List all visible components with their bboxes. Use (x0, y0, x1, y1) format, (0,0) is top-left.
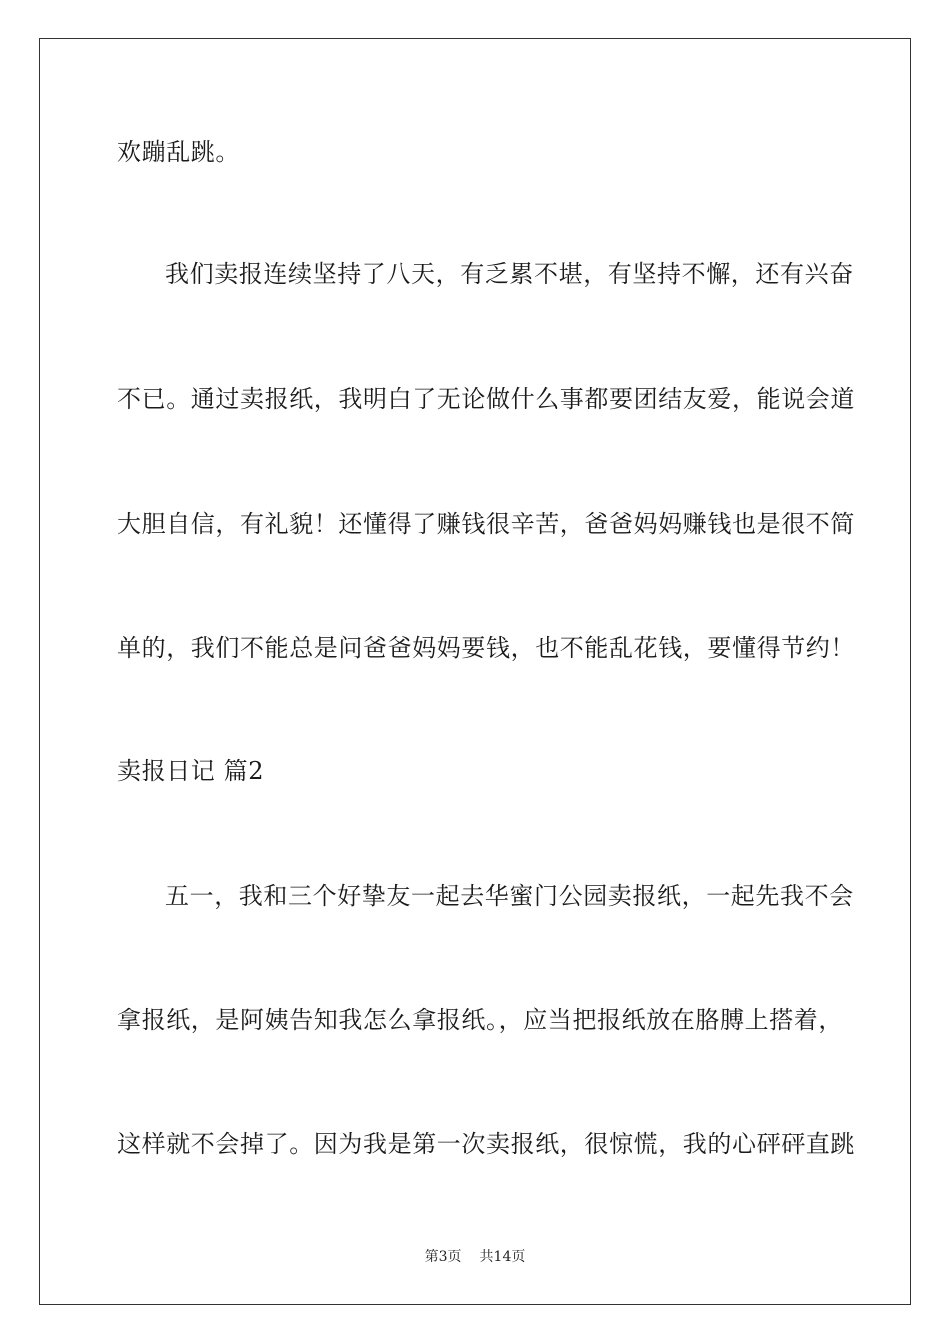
text-line-3: 不已。通过卖报纸，我明白了无论做什么事都要团结友爱，能说会道 (117, 385, 855, 413)
page-footer (0, 1248, 950, 1266)
text-line-2: 我们卖报连续坚持了八天，有乏累不堪，有坚持不懈，还有兴奋 (165, 260, 854, 288)
total-pages: 共14页 (479, 1249, 526, 1265)
text-line-7: 拿报纸，是阿姨告知我怎么拿报纸。，应当把报纸放在胳膊上搭着， (117, 1006, 843, 1034)
text-line-5: 单的，我们不能总是问爸爸妈妈要钱，也不能乱花钱，要懂得节约！ (117, 634, 855, 662)
page-border (39, 38, 911, 1305)
text-line-8: 这样就不会掉了。因为我是第一次卖报纸，很惊慌，我的心砰砰直跳 (117, 1130, 855, 1158)
text-line-6: 五一，我和三个好挚友一起去华蜜门公园卖报纸，一起先我不会 (165, 882, 854, 910)
text-line-1: 欢蹦乱跳。 (117, 138, 240, 166)
page-number: 第3页 (424, 1249, 462, 1265)
section-heading: 卖报日记 篇2 (117, 757, 265, 785)
text-line-4: 大胆自信，有礼貌！还懂得了赚钱很辛苦，爸爸妈妈赚钱也是很不简 (117, 510, 855, 538)
